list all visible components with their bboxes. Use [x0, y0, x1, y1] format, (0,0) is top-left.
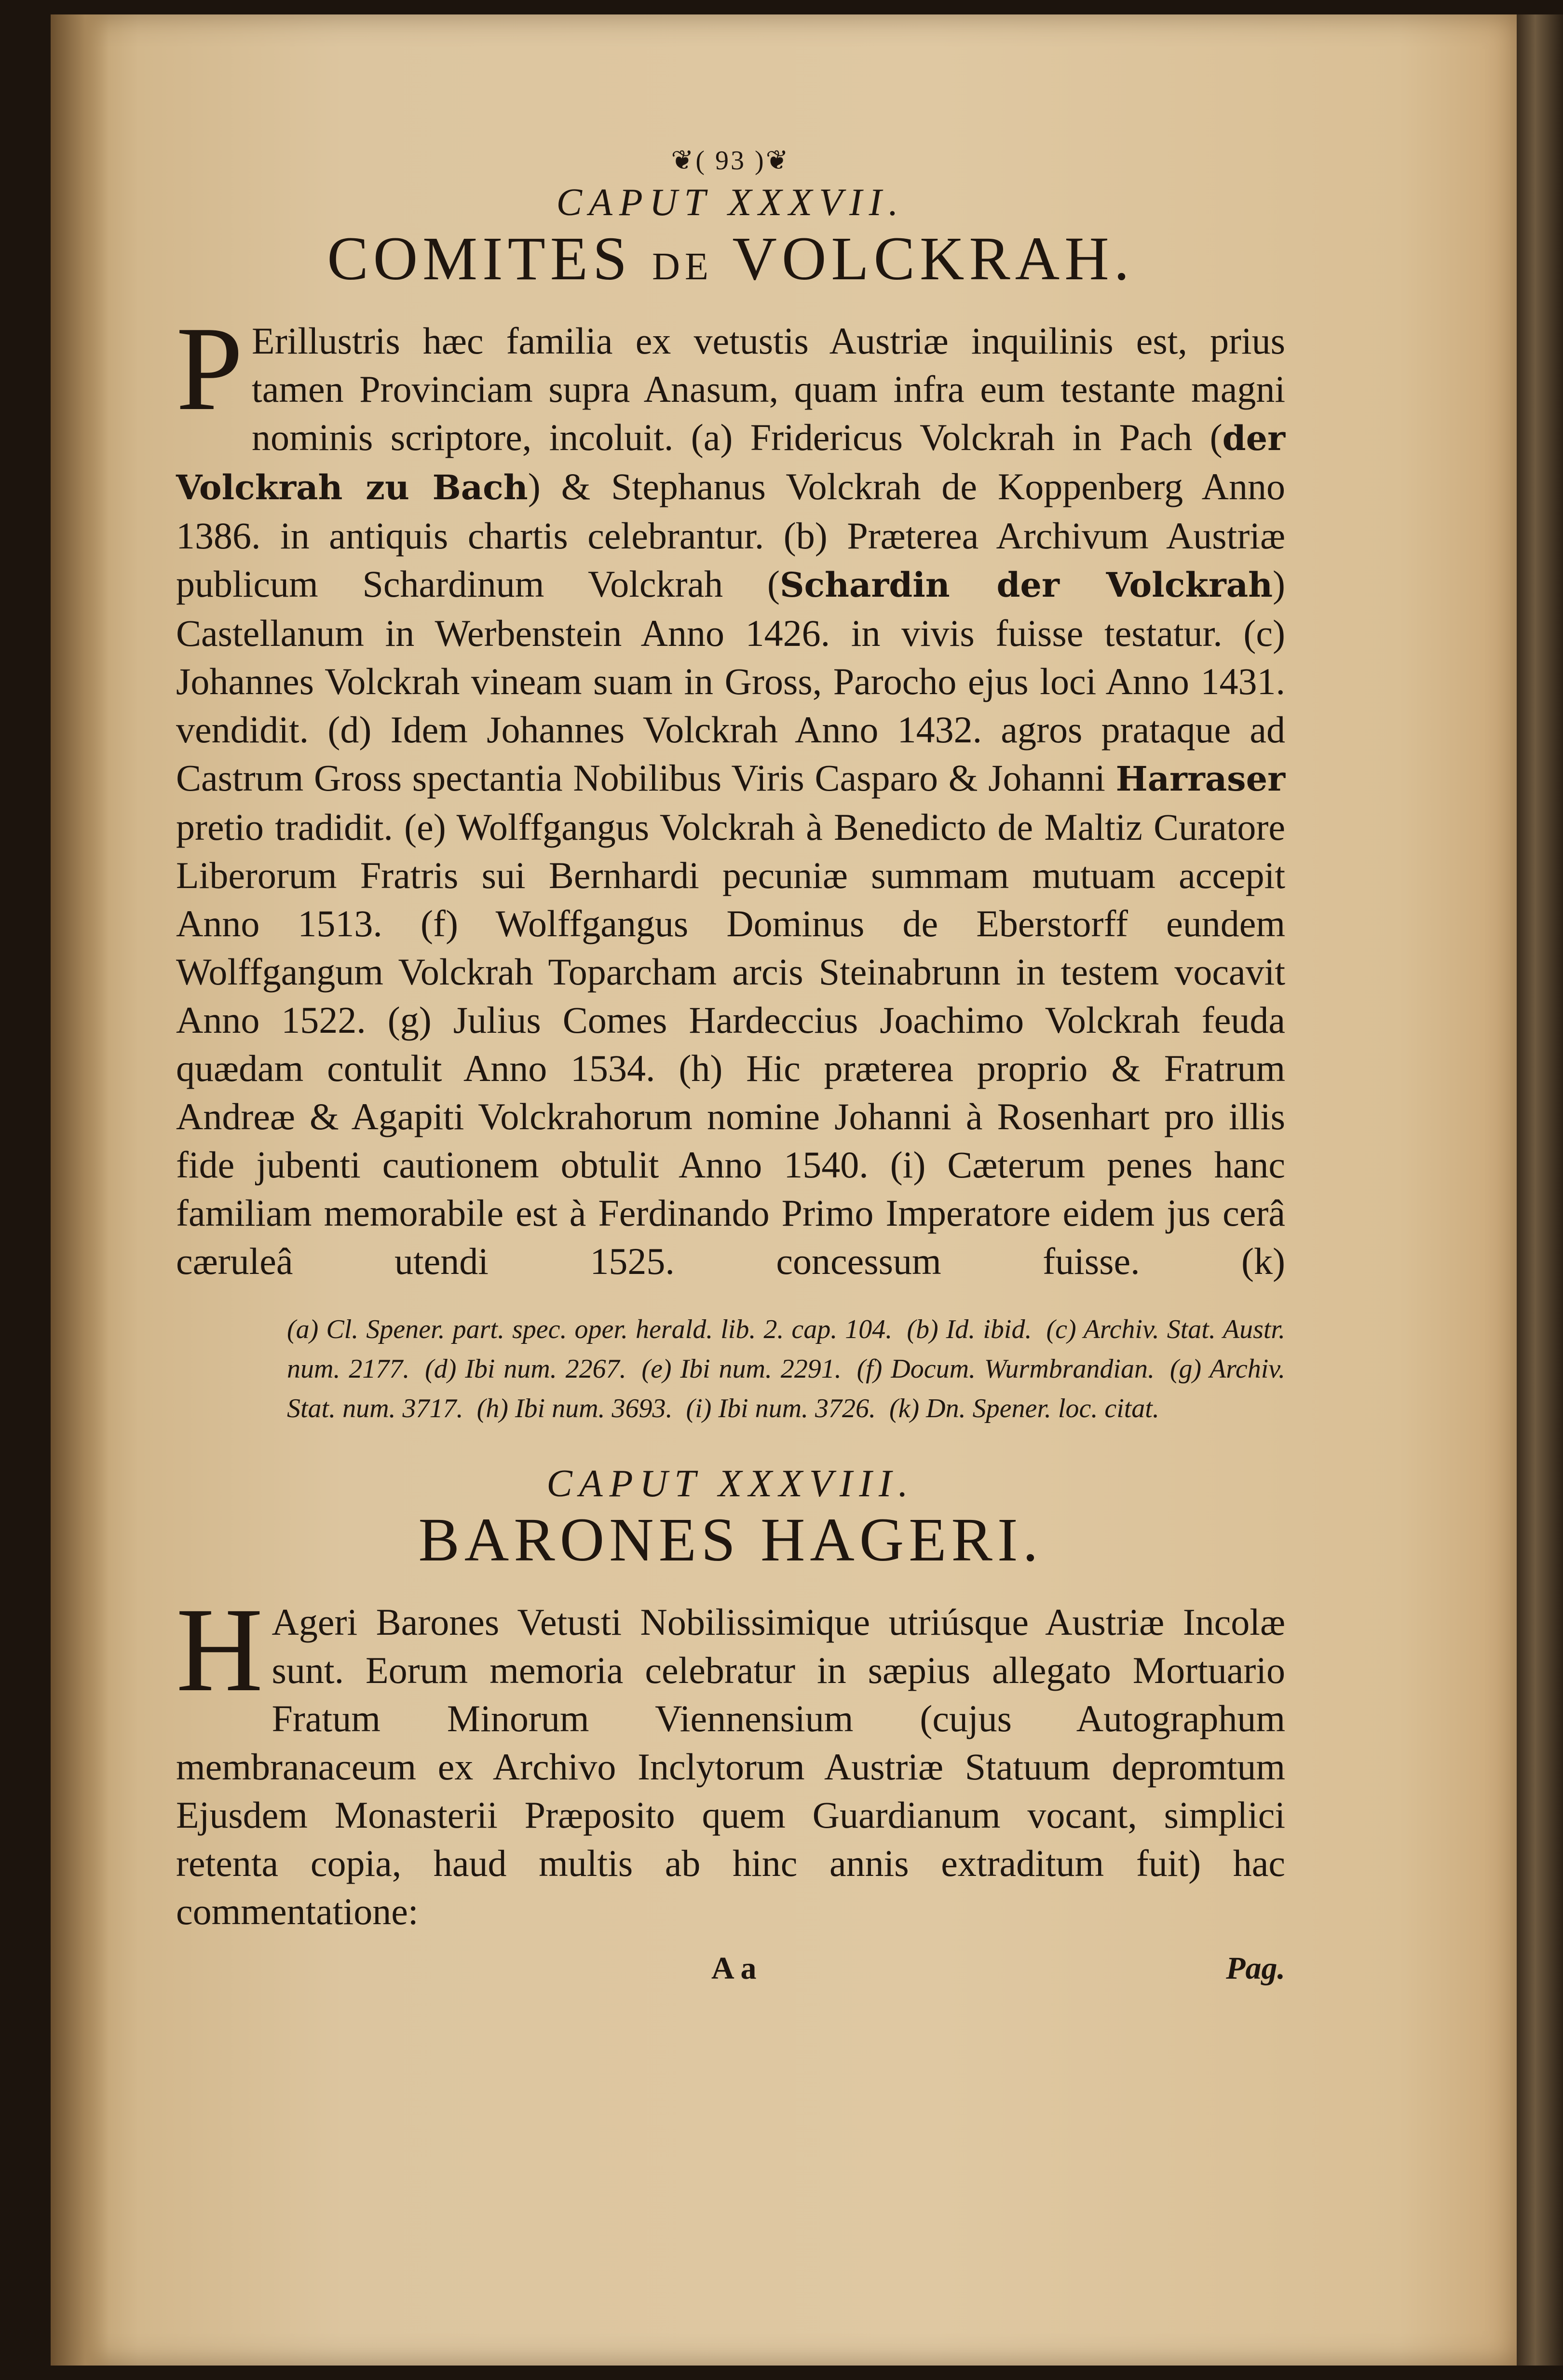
- chapter-title-37: [176, 225, 1285, 293]
- fraktur-phrase-1: der Volckrah zu Bach: [176, 418, 1285, 507]
- body-text-1: Erillustris hæc familia ex vetustis Austriæ inquilinis est, prius tamen Provinciam supra Anasum, quam infra eum testante magni nominis scriptore, incoluit. (a) Fridericus Volckrah in Pach (: [252, 319, 1285, 458]
- chapter-title-38: BARONES HAGERI.: [418, 1505, 1043, 1574]
- chapter-38-body: [176, 1583, 1285, 1936]
- footnote: (i) Ibi num. 3726.: [686, 1393, 876, 1423]
- footnote: (k) Dn. Spener. loc. citat.: [889, 1393, 1159, 1423]
- page-content: [176, 145, 1285, 2003]
- footnote: (d) Ibi num. 2267.: [425, 1354, 626, 1384]
- page-number: ❦( 93 )❦: [671, 146, 790, 176]
- page-gutter: [51, 14, 109, 2366]
- drop-cap-p: P: [176, 301, 244, 436]
- title-word-de: DE: [652, 246, 713, 288]
- catchword: Pag.: [1226, 1950, 1285, 1986]
- footnote: (g) Archiv. Stat. num. 3717.: [287, 1354, 1285, 1423]
- body-text-4: pretio tradidit. (e) Wolffgangus Volckrah à Benedicto de Maltiz Curatore Liberorum Fratris sui Bernhardi pecuniæ summam mutuam accepit Anno 1513. (f) Wolffgangus Dominus de Eberstorff eundem Wolffgangum Volckrah Toparcham arcis Steinabrunn in testem vocavit Anno 1522. (g) Julius Comes Hardeccius Joachimo Volckrah feuda quædam contulit Anno 1534. (h) Hic præterea proprio & Fratrum Andreæ & Agapiti Volckrahorum nomine Johanni à Rosenhart pro illis fide jubenti cautionem obtulit Anno 1540. (i) Cæterum penes hanc familiam memorabile est à Ferdinando Primo Imperatore eidem jus cerâ cæruleâ utendi 1525. concessum fuisse. (k): [176, 806, 1285, 1282]
- chapter-number-38: CAPUT XXXVIII.: [546, 1462, 915, 1505]
- title-word-volckrah: VOLCKRAH.: [732, 224, 1134, 293]
- drop-cap-h: H: [176, 1583, 263, 1717]
- body-text-2: ) & Stephanus Volckrah de Koppenberg Anno 1386. in antiquis chartis celebrantur. (b) Præterea Archivum Austriæ publicum Schardinum Volckrah (: [176, 465, 1286, 605]
- footnote: (a) Cl. Spener. part. spec. oper. herald. lib. 2. cap. 104.: [287, 1314, 893, 1344]
- fraktur-phrase-2: Schardin der Volckrah: [779, 564, 1273, 605]
- page-edge: [1517, 14, 1563, 2366]
- footnote: (c) Archiv. Stat. Austr. num. 2177.: [287, 1314, 1286, 1384]
- fraktur-phrase-3: Harraser: [1115, 758, 1285, 799]
- page-footer: [176, 1950, 1285, 2003]
- footnote: (b) Id. ibid.: [907, 1314, 1032, 1344]
- title-word-comites: COMITES: [327, 224, 632, 293]
- footnote: (e) Ibi num. 2291.: [641, 1354, 842, 1384]
- footnotes: [287, 1310, 1285, 1428]
- footnote: (f) Docum. Wurmbrandian.: [856, 1354, 1155, 1384]
- body-text-3: ) Castellanum in Werbenstein Anno 1426. in vivis fuisse testatur. (c) Johannes Volckrah vineam suam in Gross, Parocho ejus loci Anno 1431. vendidit. (d) Idem Johannes Volckrah Anno 1432. agros prataque ad Castrum Gross spectantia Nobilibus Viris Casparo & Johanni: [176, 562, 1285, 799]
- body-text-38: Ageri Barones Vetusti Nobilissimique utriúsque Austriæ Incolæ sunt. Eorum memoria celebratur in sæpius allegato Mortuario Fratum Minorum Viennensium (cujus Autographum membranaceum ex Archivo Inclytorum Austriæ Statuum depromtum Ejusdem Monasterii Præposito quem Guardianum vocant, simplici retenta copia, haud multis ab hinc annis extraditum fuit) hac commentatione:: [176, 1600, 1285, 1932]
- chapter-37-body: [176, 301, 1286, 1286]
- signature-mark: A a: [711, 1950, 757, 1986]
- footnote: (h) Ibi num. 3693.: [476, 1393, 673, 1423]
- chapter-number-37: CAPUT XXXVII.: [556, 181, 905, 224]
